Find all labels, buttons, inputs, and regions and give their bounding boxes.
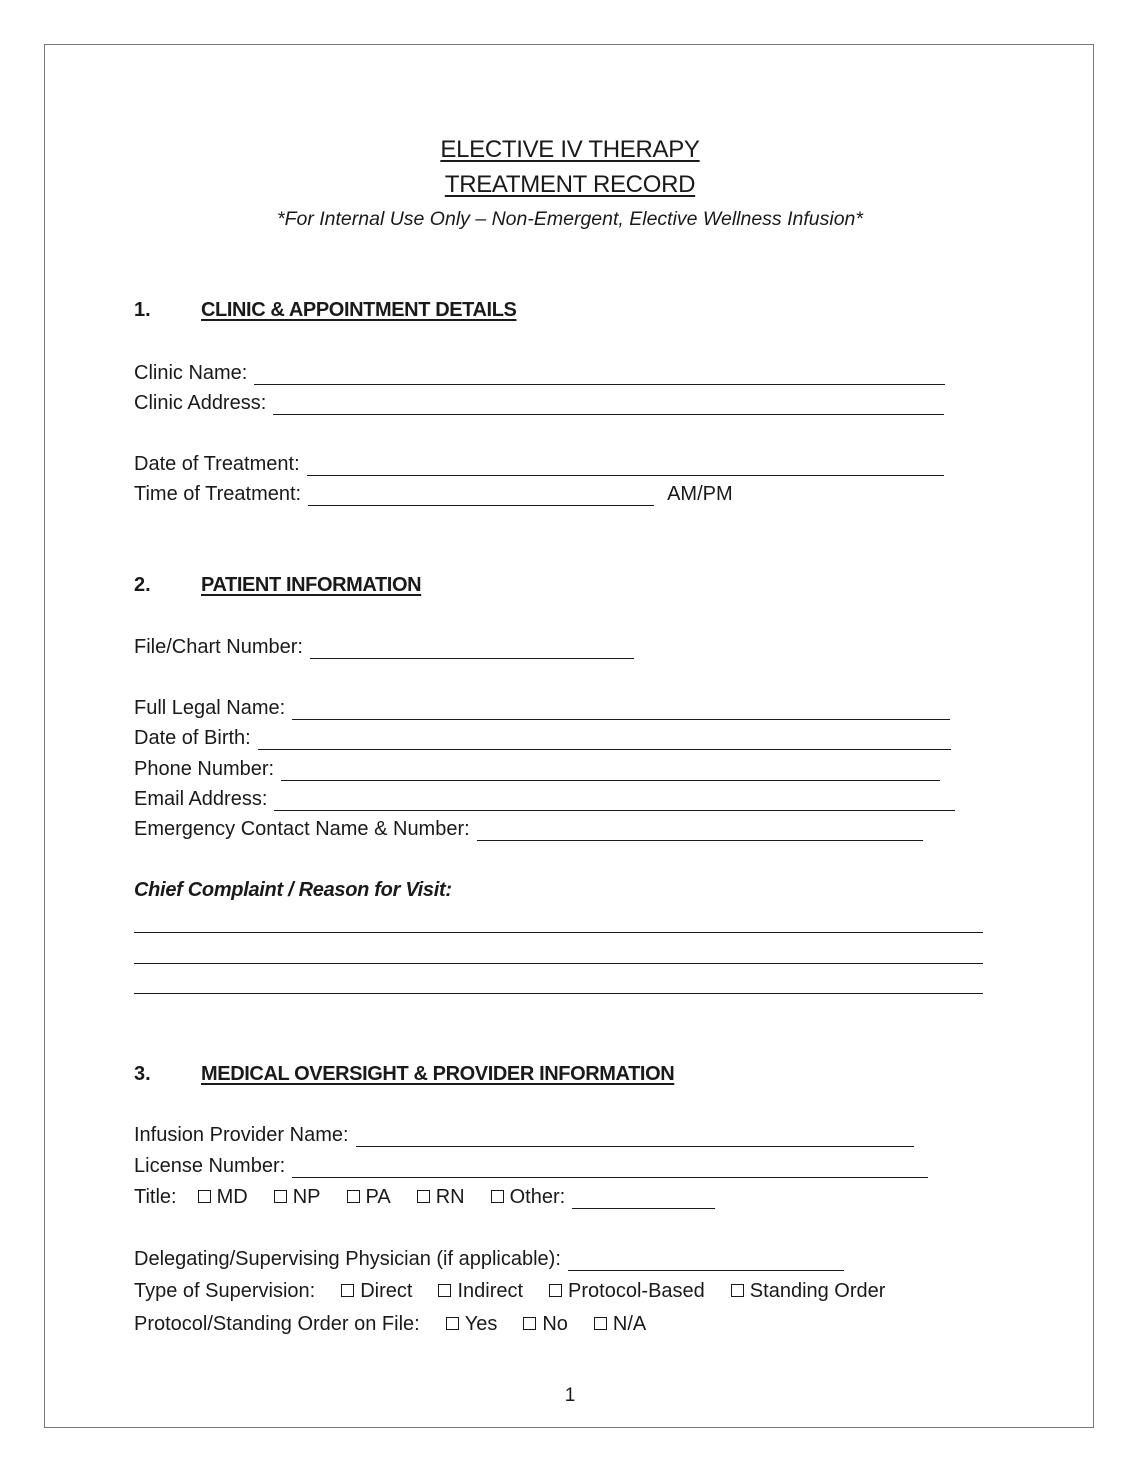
phone-label: Phone Number: <box>134 758 275 780</box>
clinic-address-field[interactable] <box>273 396 944 415</box>
checkbox-icon <box>523 1317 536 1330</box>
checkbox-icon <box>491 1190 504 1203</box>
date-of-treatment-field[interactable] <box>307 457 944 476</box>
title-row <box>134 1186 715 1209</box>
checkbox-icon <box>731 1284 744 1297</box>
checkbox-icon <box>594 1317 607 1330</box>
section-1-number: 1. <box>134 299 151 321</box>
checkbox-icon <box>549 1284 562 1297</box>
protocol-yes-checkbox[interactable]: Yes <box>446 1313 498 1336</box>
supervision-label: Type of Supervision: <box>134 1280 316 1302</box>
supervision-row <box>134 1280 885 1303</box>
page-number: 1 <box>564 1385 576 1406</box>
full-name-row <box>134 697 950 720</box>
section-1-title: CLINIC & APPOINTMENT DETAILS <box>201 299 517 321</box>
delegating-physician-label: Delegating/Supervising Physician (if applicable): <box>134 1248 561 1270</box>
date-of-treatment-label: Date of Treatment: <box>134 453 300 475</box>
section-2-number: 2. <box>134 574 151 596</box>
clinic-name-row <box>134 362 945 385</box>
dob-field[interactable] <box>258 731 951 750</box>
emergency-contact-row <box>134 818 923 841</box>
supervision-direct-checkbox[interactable]: Direct <box>341 1280 412 1303</box>
complaint-line-1[interactable] <box>134 932 983 933</box>
delegating-physician-row <box>134 1248 844 1271</box>
provider-name-label: Infusion Provider Name: <box>134 1124 349 1146</box>
section-3-number: 3. <box>134 1063 151 1085</box>
clinic-name-label: Clinic Name: <box>134 362 248 384</box>
delegating-physician-field[interactable] <box>568 1252 844 1271</box>
dob-label: Date of Birth: <box>134 727 251 749</box>
checkbox-icon <box>198 1190 211 1203</box>
provider-name-row <box>134 1124 914 1147</box>
time-of-treatment-field[interactable] <box>308 487 654 506</box>
file-number-field[interactable] <box>310 640 634 659</box>
clinic-name-field[interactable] <box>254 366 945 385</box>
email-label: Email Address: <box>134 788 268 810</box>
ampm-label: AM/PM <box>667 483 733 505</box>
time-of-treatment-row <box>134 483 733 506</box>
checkbox-icon <box>438 1284 451 1297</box>
chief-complaint-label: Chief Complaint / Reason for Visit: <box>134 879 452 901</box>
email-field[interactable] <box>274 792 955 811</box>
supervision-standing-order-checkbox[interactable]: Standing Order <box>731 1280 886 1303</box>
title-np-checkbox[interactable]: NP <box>274 1186 321 1209</box>
checkbox-icon <box>417 1190 430 1203</box>
clinic-address-row <box>134 392 944 415</box>
title-label: Title: <box>134 1186 177 1208</box>
emergency-contact-label: Emergency Contact Name & Number: <box>134 818 470 840</box>
form-title-line2: TREATMENT RECORD <box>444 171 696 198</box>
time-of-treatment-label: Time of Treatment: <box>134 483 302 505</box>
date-of-treatment-row <box>134 453 944 476</box>
phone-field[interactable] <box>281 762 940 781</box>
file-number-label: File/Chart Number: <box>134 636 303 658</box>
supervision-indirect-checkbox[interactable]: Indirect <box>438 1280 523 1303</box>
title-other-field[interactable] <box>572 1190 715 1209</box>
form-title-line1: ELECTIVE IV THERAPY <box>440 136 700 163</box>
emergency-contact-field[interactable] <box>477 822 923 841</box>
protocol-na-checkbox[interactable]: N/A <box>594 1313 646 1336</box>
protocol-on-file-row <box>134 1313 646 1336</box>
full-name-field[interactable] <box>292 701 950 720</box>
checkbox-icon <box>274 1190 287 1203</box>
full-name-label: Full Legal Name: <box>134 697 286 719</box>
title-pa-checkbox[interactable]: PA <box>347 1186 391 1209</box>
complaint-line-3[interactable] <box>134 993 983 994</box>
license-label: License Number: <box>134 1155 286 1177</box>
checkbox-icon <box>341 1284 354 1297</box>
title-rn-checkbox[interactable]: RN <box>417 1186 465 1209</box>
title-md-checkbox[interactable]: MD <box>198 1186 248 1209</box>
section-2-title: PATIENT INFORMATION <box>201 574 422 596</box>
protocol-on-file-label: Protocol/Standing Order on File: <box>134 1313 420 1335</box>
form-subtitle: *For Internal Use Only – Non-Emergent, Elective Wellness Infusion* <box>277 208 863 230</box>
provider-name-field[interactable] <box>356 1128 914 1147</box>
license-field[interactable] <box>292 1159 928 1178</box>
section-3-title: MEDICAL OVERSIGHT & PROVIDER INFORMATION <box>201 1063 675 1085</box>
title-other-checkbox[interactable]: Other: <box>491 1186 566 1209</box>
dob-row <box>134 727 951 750</box>
phone-row <box>134 758 940 781</box>
supervision-protocol-checkbox[interactable]: Protocol-Based <box>549 1280 705 1303</box>
protocol-no-checkbox[interactable]: No <box>523 1313 568 1336</box>
email-row <box>134 788 955 811</box>
checkbox-icon <box>446 1317 459 1330</box>
checkbox-icon <box>347 1190 360 1203</box>
license-row <box>134 1155 928 1178</box>
file-number-row <box>134 636 634 659</box>
clinic-address-label: Clinic Address: <box>134 392 267 414</box>
complaint-line-2[interactable] <box>134 963 983 964</box>
